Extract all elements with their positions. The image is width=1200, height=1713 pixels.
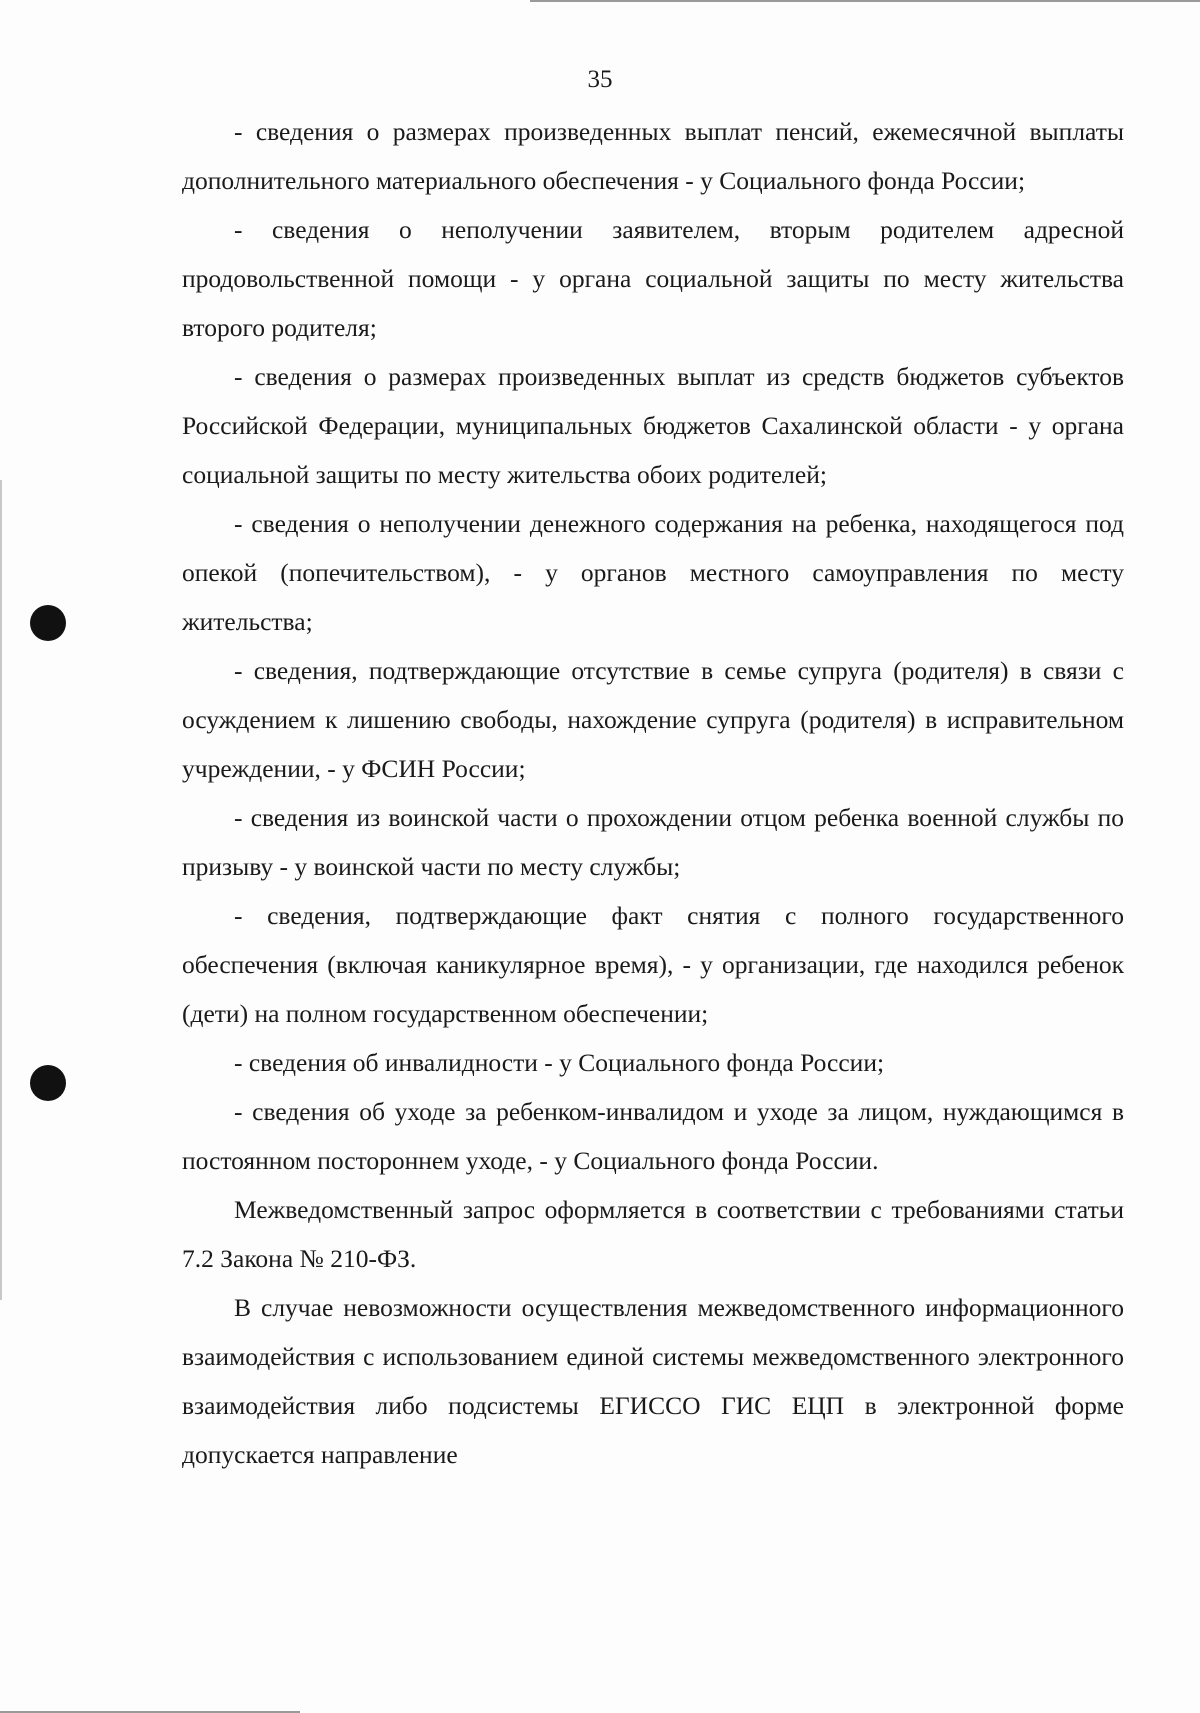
paragraph-budget-payments: - сведения о размерах произведенных выплат из средств бюджетов субъектов Российской Федерации, муниципальных бюджетов Сахалинской области - у органа социальной защиты по месту жительства обоих родителей;: [182, 362, 1124, 489]
paragraph-interagency-request: Межведомственный запрос оформляется в соответствии с требованиями статьи 7.2 Закона № 210-ФЗ.: [182, 1195, 1124, 1273]
paragraph-care: - сведения об уходе за ребенком-инвалидом и уходе за лицом, нуждающимся в постоянном постороннем уходе, - у Социального фонда России.: [182, 1097, 1124, 1175]
punch-hole-upper: [30, 605, 66, 641]
paragraph-military-service: - сведения из воинской части о прохождении отцом ребенка военной службы по призыву - у воинской части по месту службы;: [182, 803, 1124, 881]
paragraph-imprisonment: - сведения, подтверждающие отсутствие в семье супруга (родителя) в связи с осуждением к лишению свободы, нахождение супруга (родителя) в исправительном учреждении, - у ФСИН России;: [182, 656, 1124, 783]
paragraph-paper-request: В случае невозможности осуществления межведомственного информационного взаимодействия с использованием единой системы межведомственного электронного взаимодействия либо подсистемы ЕГИССО ГИС ЕЦП в электронной форме допускается направление: [182, 1293, 1124, 1469]
paragraph-pension-payments: - сведения о размерах произведенных выплат пенсий, ежемесячной выплаты дополнительного материального обеспечения - у Социального фонда России;: [182, 117, 1124, 195]
document-body: [182, 107, 1124, 1479]
paragraph-disability: - сведения об инвалидности - у Социального фонда России;: [234, 1048, 885, 1077]
paragraph-food-assistance: - сведения о неполучении заявителем, вторым родителем адресной продовольственной помощи - у органа социальной защиты по месту жительства второго родителя;: [182, 215, 1124, 342]
paragraph-guardianship-allowance: - сведения о неполучении денежного содержания на ребенка, находящегося под опекой (попечительством), - у органов местного самоуправления по месту жительства;: [182, 509, 1124, 636]
paragraph-state-support: - сведения, подтверждающие факт снятия с полного государственного обеспечения (включая каникулярное время), - у организации, где находился ребенок (дети) на полном государственном обеспечении;: [182, 901, 1124, 1028]
scan-left-edge: [0, 480, 2, 1300]
page-number: 35: [587, 66, 613, 93]
scan-top-rule: [530, 0, 1200, 2]
punch-hole-lower: [30, 1065, 66, 1101]
